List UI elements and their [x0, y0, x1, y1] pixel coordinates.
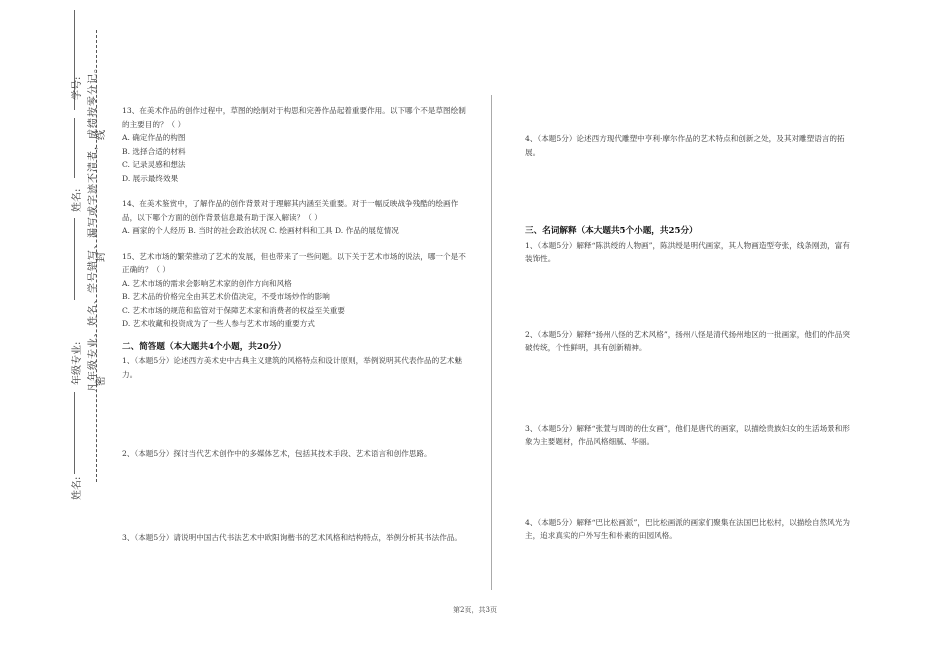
short-answer-2: 2、（本题5分）探讨当代艺术创作中的多媒体艺术，包括其技术手段、艺术语言和创作思路。 [122, 449, 432, 458]
short-answer-4: 4、（本题5分）论述西方现代雕塑中亨利·摩尔作品的艺术特点和创新之处，及其对雕塑语言的拓展。 [525, 134, 845, 157]
short-answer-3: 3、（本题5分）请说明中国古代书法艺术中欧阳询楷书的艺术风格和结构特点，举例分析其书法作品。 [122, 532, 462, 542]
question-text: 13、在美术作品的创作过程中，草图的绘制对于构思和完善作品起着重要作用。以下哪个不是草图绘制的主要目的？（ ） [122, 106, 466, 129]
option: B. 选择合适的材料 [122, 146, 186, 156]
option: A. 画家的个人经历 B. 当时的社会政治状况 C. 绘画材料和工具 D. 作品的展览情况 [122, 226, 399, 235]
term-2: 2、（本题5分）解释“扬州八怪的艺术风格”，扬州八怪是清代扬州地区的一批画家，他们的作品突破传统，个性鲜明，具有创新精神。 [525, 329, 850, 352]
option: A. 艺术市场的需求会影响艺术家的创作方向和风格 [122, 278, 292, 288]
option: D. 艺术收藏和投资成为了一些人参与艺术市场的重要方式 [122, 319, 315, 328]
binding-line-id [74, 118, 75, 178]
question-text: 15、艺术市场的繁荣推动了艺术的发展，但也带来了一些问题。以下关于艺术市场的说法，哪一个是不正确的？（ ） [122, 251, 466, 274]
column-divider [491, 95, 492, 590]
question-text: 14、在美术鉴赏中，了解作品的创作背景对于理解其内涵至关重要。对于一幅反映战争残酷的绘画作品，以下哪个方面的创作背景信息最有助于深入解读？（ ） [122, 199, 459, 222]
school-label: 姓名: [72, 476, 83, 500]
option: B. 艺术品的价格完全由其艺术价值决定，不受市场炒作的影响 [122, 292, 330, 301]
binding-warning: 凡年级专业、姓名、学号错写、漏写或字迹不清者，成绩按零分记。 [88, 62, 99, 392]
question-15 [122, 250, 468, 331]
page-footer: 第2页，共3页 [453, 606, 497, 614]
term-3: 3、（本题5分）解释“张萱与周昉的仕女画”，他们是唐代的画家，以描绘贵族妇女的生活场景和形象为主要题材，作品风格细腻、华丽。 [525, 423, 850, 446]
right-column [525, 132, 855, 543]
section-3-title: 三、名词解释（本大题共5个小题，共25分） [525, 226, 698, 236]
binding-line-name [74, 218, 75, 300]
question-13 [122, 104, 468, 185]
binding-line-grade [74, 392, 75, 474]
option: C. 艺术市场的规范和监管对于保障艺术家和消费者的权益至关重要 [122, 305, 345, 315]
option: C. 记录灵感和想法 [122, 160, 186, 169]
left-column [122, 104, 468, 544]
seal-char-secret: 密 [96, 376, 107, 386]
seal-char-line: 线 [96, 130, 107, 140]
grade-major-label: 年级专业: [72, 341, 83, 385]
student-id-label: 学号: [72, 76, 83, 100]
question-14 [122, 197, 468, 238]
name-label: 姓名: [72, 188, 83, 212]
term-1: 1、（本题5分）解释“陈洪绶的人物画”，陈洪绶是明代画家，其人物画造型夸张，线条刚劲，富有装饰性。 [525, 240, 850, 263]
short-answer-1: 1、（本题5分）论述西方美术史中古典主义建筑的风格特点和设计原则，举例说明其代表作品的艺术魅力。 [122, 356, 462, 379]
term-4: 4、（本题5分）解释“巴比松画派”，巴比松画派的画家们聚集在法国巴比松村，以描绘自然风光为主，追求真实的户外写生和朴素的田园风格。 [525, 517, 850, 540]
section-2-title: 二、简答题（本大题共4个小题，共20分） [122, 341, 287, 352]
seal-char-seal: 封 [96, 252, 107, 262]
option: A. 确定作品的构图 [122, 133, 186, 142]
option: D. 展示最终效果 [122, 173, 179, 183]
